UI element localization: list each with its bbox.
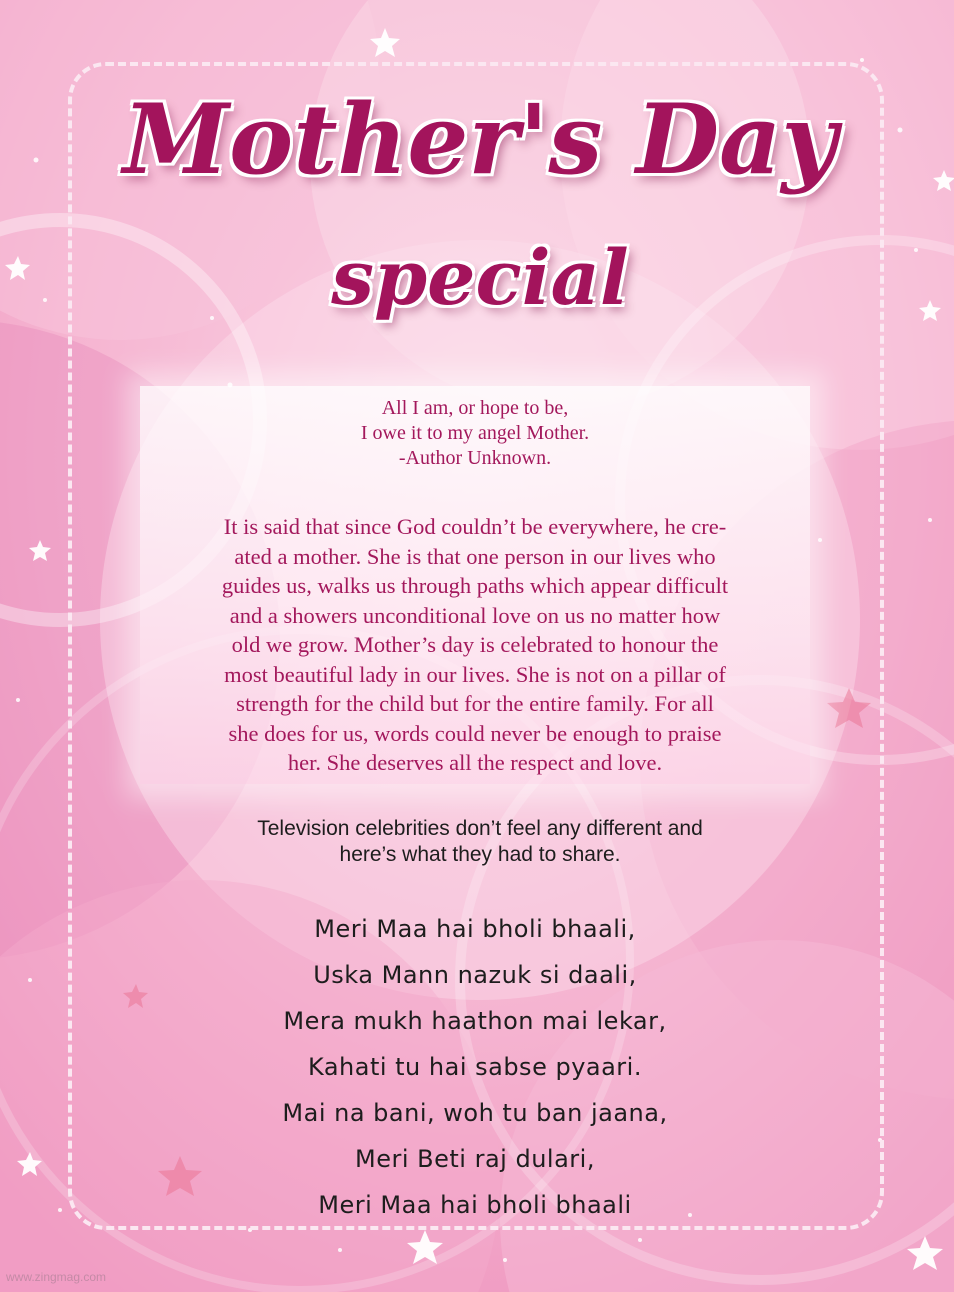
celebrity-intro (160, 816, 800, 868)
quote-line: I owe it to my angel Mother. (360, 422, 590, 444)
quote-attribution: -Author Unknown. (398, 447, 552, 469)
poem-line: Mai na bani, woh tu ban jaana, (282, 1099, 668, 1127)
body-line: and a showers unconditional love on us no matter how (229, 602, 721, 628)
page-subtitle: special (331, 233, 629, 322)
body-line: ated a mother. She is that one person in our lives who (234, 543, 716, 569)
body-line: her. She deserves all the respect and love. (287, 750, 663, 775)
poem-line: Mera mukh haathon mai lekar, (283, 1007, 667, 1035)
poem-line: Meri Maa hai bholi bhaali (318, 1191, 632, 1219)
poem-line: Uska Mann nazuk si daali, (313, 961, 637, 989)
intro-line: here’s what they had to share. (339, 843, 621, 866)
watermark: www.zingmag.com (6, 1270, 107, 1284)
page-title: Mother's Day (122, 83, 838, 196)
poem (160, 906, 790, 1228)
intro-line: Television celebrities don’t feel any different and (257, 817, 703, 840)
quote-line: All I am, or hope to be, (381, 397, 569, 419)
body-paragraph (150, 512, 800, 778)
body-line: guides us, walks us through paths which appear difficult (221, 573, 729, 598)
poem-line: Kahati tu hai sabse pyaari. (308, 1053, 642, 1081)
body-line: It is said that since God couldn’t be everywhere, he cre- (223, 514, 727, 539)
poem-line: Meri Beti raj dulari, (355, 1145, 595, 1173)
body-line: she does for us, words could never be enough to praise (228, 720, 722, 746)
quote-block (150, 396, 800, 471)
body-line: most beautiful lady in our lives. She is not on a pillar of (224, 661, 726, 687)
body-line: old we grow. Mother’s day is celebrated to honour the (231, 632, 719, 657)
poem-line: Meri Maa hai bholi bhaali, (314, 915, 636, 943)
body-line: strength for the child but for the entire family. For all (236, 691, 714, 716)
